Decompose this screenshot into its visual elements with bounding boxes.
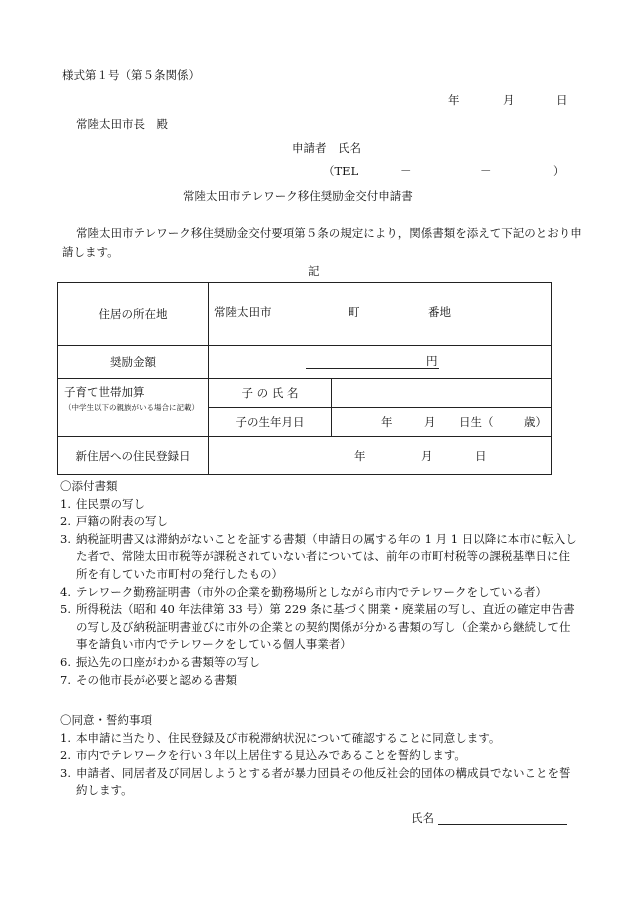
address-cho: 町: [348, 305, 360, 319]
list-item: [60, 672, 580, 690]
list-item: [60, 765, 580, 800]
incentive-label: 奨励金額: [58, 346, 209, 379]
list-item: [60, 730, 580, 748]
child-note: （中学生以下の親族がいる場合に記載）: [64, 403, 199, 412]
table-row-address: [58, 283, 552, 346]
list-item-text: その他市長が必要と認める書類: [76, 672, 237, 687]
applicant-tel-dash-2: －: [480, 164, 492, 178]
list-item-number: 3.: [60, 765, 71, 780]
list-item-text: 戸籍の附表の写し: [76, 514, 168, 529]
child-dob-label: 子の生年月日: [209, 408, 332, 437]
table-row-child-name: [58, 379, 552, 408]
list-item-number: 7.: [60, 672, 71, 687]
consent-section: [60, 712, 580, 800]
table-row-incentive: [58, 346, 552, 379]
page-title: 常陸太田市テレワーク移住奨励金交付申請書: [183, 189, 413, 203]
intro-paragraph: 常陸太田市テレワーク移住奨励金交付要項第５条の規定により，関係書類を添えて下記のとおり申請します。: [62, 226, 582, 259]
dob-day: 日生（: [459, 415, 494, 429]
applicant-tel-close: ）: [553, 164, 565, 178]
attachments-heading: 〇添付書類: [60, 479, 118, 493]
child-label: 子育て世帯加算: [64, 385, 145, 399]
list-item-text: 振込先の口座がわかる書類等の写し: [76, 654, 260, 669]
list-item: [60, 601, 580, 654]
list-item-number: 5.: [60, 602, 71, 617]
applicant-name-label: 申請者 氏名: [292, 141, 361, 155]
list-item-text: テレワーク勤務証明書（市外の企業を勤務場所としながら市内でテレワークをしている者）: [76, 584, 548, 599]
attachments-section: [60, 478, 580, 689]
list-item-text: 市内でテレワークを行い３年以上居住する見込みであることを誓約します。: [76, 748, 466, 763]
dob-year: 年: [381, 415, 393, 429]
incentive-amount-line: [306, 355, 439, 369]
child-name-field[interactable]: [332, 379, 552, 408]
signature-line[interactable]: [438, 824, 567, 825]
consent-heading: 〇同意・誓約事項: [60, 713, 152, 727]
application-table: [57, 282, 552, 475]
address-city: 常陸太田市: [214, 305, 272, 319]
incentive-unit: 円: [426, 354, 438, 368]
list-item: [60, 584, 580, 602]
date-year: 年: [448, 93, 460, 107]
child-label-cell: [58, 379, 209, 437]
addressee: 常陸太田市長 殿: [76, 117, 168, 131]
list-item-number: 2.: [60, 514, 71, 529]
reg-month: 月: [421, 449, 433, 463]
table-row-registration: [58, 437, 552, 475]
list-item-number: 4.: [60, 584, 71, 599]
list-item-number: 2.: [60, 748, 71, 763]
incentive-field[interactable]: [209, 346, 552, 379]
signature-label: 氏名: [411, 811, 434, 825]
applicant-tel-dash-1: －: [400, 164, 412, 178]
date-day: 日: [556, 93, 568, 107]
list-item-text: 本申請に当たり、住民登録及び市税滞納状況について確認することに同意します。: [76, 730, 501, 745]
list-item-number: 6.: [60, 654, 71, 669]
list-item-text: 住民票の写し: [76, 496, 145, 511]
list-item: [60, 654, 580, 672]
child-name-label: 子 の 氏 名: [209, 379, 332, 408]
dob-age: 歳）: [524, 415, 547, 429]
list-item-text: 納税証明書又は滞納がないことを証する書類（申請日の属する年の 1 月 1 日以降に本市に転入した者で、常陸太田市税等が課税されていない者については、前年の市町村税等の課税基準日に住所を有していた市町村の発行したもの）: [76, 531, 577, 581]
address-banchi: 番地: [428, 305, 451, 319]
dob-month: 月: [424, 415, 436, 429]
reg-year: 年: [354, 449, 366, 463]
date-month: 月: [503, 93, 515, 107]
applicant-tel-open: （TEL: [323, 164, 359, 178]
child-dob-field[interactable]: [332, 408, 552, 437]
reg-day: 日: [475, 449, 487, 463]
list-item: [60, 513, 580, 531]
list-item: [60, 531, 580, 584]
date-line: [0, 93, 630, 107]
ki-marker: 記: [308, 264, 320, 278]
registration-label: 新住居への住民登録日: [58, 437, 209, 475]
address-label: 住居の所在地: [58, 283, 209, 346]
list-item-number: 3.: [60, 531, 71, 546]
registration-field[interactable]: [209, 437, 552, 475]
list-item-text: 所得税法（昭和 40 年法律第 33 号）第 229 条に基づく開業・廃業届の写し、直近の確定申告書の写し及び納税証明書並びに市外の企業との契約関係が分かる書類の写し（企業から継続して仕事を請負い市内でテレワークをしている個人事業者）: [76, 602, 575, 652]
form-number: 様式第１号（第５条関係）: [62, 68, 200, 82]
address-field[interactable]: [209, 283, 552, 346]
list-item: [60, 496, 580, 514]
list-item-number: 1.: [60, 730, 71, 745]
list-item: [60, 747, 580, 765]
list-item-number: 1.: [60, 496, 71, 511]
list-item-text: 申請者、同居者及び同居しようとする者が暴力団員その他反社会的団体の構成員でないことを誓約します。: [76, 765, 571, 798]
